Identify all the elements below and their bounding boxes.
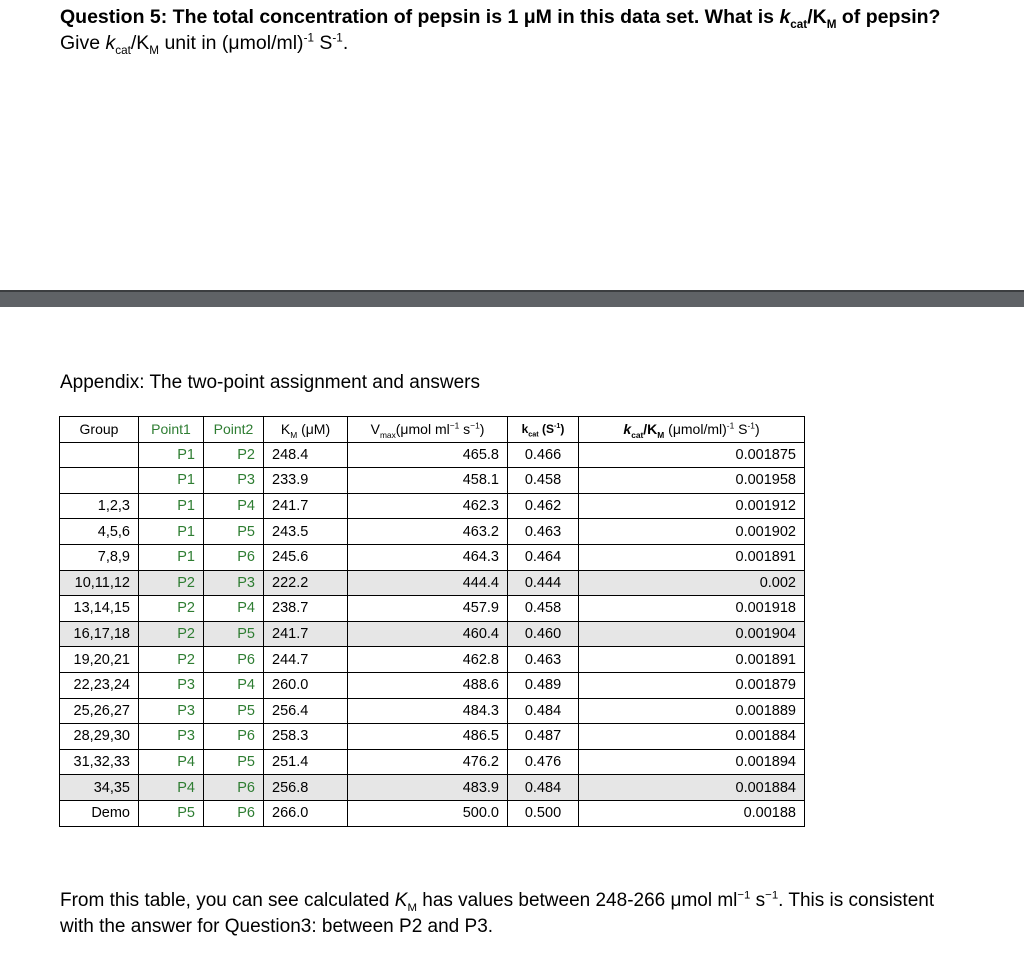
table-row	[60, 775, 805, 801]
cell-ratio: 0.001889	[579, 698, 805, 724]
cell-kcat: 0.463	[508, 519, 579, 545]
cell-km: 258.3	[264, 724, 348, 750]
table-row	[60, 570, 805, 596]
cell-km: 266.0	[264, 800, 348, 826]
cell-ratio: 0.001875	[579, 442, 805, 468]
table-row	[60, 724, 805, 750]
cell-point2: P5	[204, 519, 264, 545]
two-point-table	[59, 416, 805, 827]
cell-point2: P6	[204, 724, 264, 750]
cell-group: 19,20,21	[60, 647, 139, 673]
cell-kcat: 0.487	[508, 724, 579, 750]
cell-group: 4,5,6	[60, 519, 139, 545]
question-5: Question 5: The total concentration of pepsin is 1 μM in this data set. What is $k_{cat}/K_M$ of pepsin? Give $k_{cat}/K_M$ unit in $(\mu mol/ml)^{-1}$ $S^{-1}$.	[60, 6, 941, 57]
cell-km: 244.7	[264, 647, 348, 673]
cell-km: 256.8	[264, 775, 348, 801]
cell-kcat: 0.458	[508, 468, 579, 494]
cell-group	[60, 468, 139, 494]
cell-ratio: 0.001902	[579, 519, 805, 545]
cell-km: 248.4	[264, 442, 348, 468]
cell-group: 7,8,9	[60, 544, 139, 570]
cell-point2: P4	[204, 596, 264, 622]
cell-point2: P6	[204, 544, 264, 570]
cell-point1: P1	[139, 519, 204, 545]
cell-point1: P4	[139, 775, 204, 801]
cell-vmax: 488.6	[348, 672, 508, 698]
cell-point2: P5	[204, 749, 264, 775]
cell-ratio: 0.001894	[579, 749, 805, 775]
cell-vmax: 444.4	[348, 570, 508, 596]
cell-kcat: 0.484	[508, 775, 579, 801]
cell-point2: P2	[204, 442, 264, 468]
table-row	[60, 442, 805, 468]
cell-km: 222.2	[264, 570, 348, 596]
header-km: $K_M$ (μM)	[264, 417, 348, 443]
cell-point1: P2	[139, 647, 204, 673]
cell-point2: P3	[204, 468, 264, 494]
table-row	[60, 519, 805, 545]
cell-kcat: 0.460	[508, 621, 579, 647]
cell-ratio: 0.00188	[579, 800, 805, 826]
cell-point1: P2	[139, 596, 204, 622]
page-divider	[0, 290, 1024, 307]
cell-vmax: 460.4	[348, 621, 508, 647]
cell-kcat: 0.500	[508, 800, 579, 826]
cell-vmax: 486.5	[348, 724, 508, 750]
cell-vmax: 465.8	[348, 442, 508, 468]
cell-ratio: 0.001904	[579, 621, 805, 647]
cell-ratio: 0.001891	[579, 647, 805, 673]
table-row	[60, 544, 805, 570]
cell-group: 1,2,3	[60, 493, 139, 519]
cell-point2: P4	[204, 672, 264, 698]
cell-km: 256.4	[264, 698, 348, 724]
cell-group: 31,32,33	[60, 749, 139, 775]
cell-kcat: 0.462	[508, 493, 579, 519]
cell-point2: P6	[204, 775, 264, 801]
cell-group: Demo	[60, 800, 139, 826]
cell-km: 245.6	[264, 544, 348, 570]
table-row	[60, 621, 805, 647]
cell-point2: P5	[204, 698, 264, 724]
cell-km: 233.9	[264, 468, 348, 494]
cell-ratio: 0.002	[579, 570, 805, 596]
cell-point1: P5	[139, 800, 204, 826]
cell-km: 241.7	[264, 621, 348, 647]
cell-vmax: 458.1	[348, 468, 508, 494]
cell-point2: P6	[204, 800, 264, 826]
cell-vmax: 464.3	[348, 544, 508, 570]
cell-kcat: 0.458	[508, 596, 579, 622]
cell-km: 238.7	[264, 596, 348, 622]
cell-km: 260.0	[264, 672, 348, 698]
cell-kcat: 0.464	[508, 544, 579, 570]
cell-point2: P3	[204, 570, 264, 596]
cell-group: 28,29,30	[60, 724, 139, 750]
header-kcat: $k_{cat}$ $(S^{-1})$	[508, 417, 579, 443]
cell-vmax: 462.3	[348, 493, 508, 519]
cell-kcat: 0.484	[508, 698, 579, 724]
cell-group: 25,26,27	[60, 698, 139, 724]
table-row	[60, 493, 805, 519]
table-row	[60, 596, 805, 622]
appendix-title: Appendix: The two-point assignment and answers	[60, 372, 481, 393]
cell-vmax: 500.0	[348, 800, 508, 826]
cell-group: 34,35	[60, 775, 139, 801]
cell-vmax: 483.9	[348, 775, 508, 801]
conclusion-text: From this table, you can see calculated $K_M$ has values between 248-266 μmol $ml^{-1}$ $s^{-1}$. This is consistent with the answer for Question3: between P2 and P3.	[60, 889, 935, 937]
cell-ratio: 0.001958	[579, 468, 805, 494]
cell-km: 241.7	[264, 493, 348, 519]
cell-point2: P4	[204, 493, 264, 519]
table-row	[60, 749, 805, 775]
cell-ratio: 0.001884	[579, 724, 805, 750]
cell-group	[60, 442, 139, 468]
cell-group: 22,23,24	[60, 672, 139, 698]
cell-group: 10,11,12	[60, 570, 139, 596]
cell-point1: P4	[139, 749, 204, 775]
cell-point1: P1	[139, 468, 204, 494]
cell-point1: P1	[139, 544, 204, 570]
cell-point1: P2	[139, 621, 204, 647]
header-point2: Point2	[204, 417, 264, 443]
cell-kcat: 0.463	[508, 647, 579, 673]
cell-km: 243.5	[264, 519, 348, 545]
table-row	[60, 672, 805, 698]
cell-ratio: 0.001879	[579, 672, 805, 698]
cell-group: 16,17,18	[60, 621, 139, 647]
cell-kcat: 0.489	[508, 672, 579, 698]
cell-kcat: 0.466	[508, 442, 579, 468]
table-header-row	[60, 417, 805, 443]
cell-point1: P1	[139, 442, 204, 468]
header-kcat-km: $k_{cat}/K_M$ $(\mu mol/ml)^{-1}$ $S^{-1}$)	[579, 417, 805, 443]
cell-point1: P3	[139, 672, 204, 698]
cell-point1: P3	[139, 724, 204, 750]
cell-group: 13,14,15	[60, 596, 139, 622]
cell-kcat: 0.444	[508, 570, 579, 596]
header-group: Group	[60, 417, 139, 443]
cell-vmax: 462.8	[348, 647, 508, 673]
cell-ratio: 0.001918	[579, 596, 805, 622]
table-row	[60, 647, 805, 673]
cell-vmax: 457.9	[348, 596, 508, 622]
cell-ratio: 0.001891	[579, 544, 805, 570]
table-row	[60, 468, 805, 494]
header-vmax: $V_{max}(\mu mol$ $ml^{-1}$ $s^{-1}$)	[348, 417, 508, 443]
cell-point1: P2	[139, 570, 204, 596]
cell-kcat: 0.476	[508, 749, 579, 775]
cell-point1: P1	[139, 493, 204, 519]
cell-ratio: 0.001884	[579, 775, 805, 801]
cell-point1: P3	[139, 698, 204, 724]
cell-vmax: 463.2	[348, 519, 508, 545]
table-row	[60, 698, 805, 724]
cell-km: 251.4	[264, 749, 348, 775]
cell-point2: P6	[204, 647, 264, 673]
cell-vmax: 484.3	[348, 698, 508, 724]
cell-ratio: 0.001912	[579, 493, 805, 519]
cell-vmax: 476.2	[348, 749, 508, 775]
cell-point2: P5	[204, 621, 264, 647]
header-point1: Point1	[139, 417, 204, 443]
table-row	[60, 800, 805, 826]
